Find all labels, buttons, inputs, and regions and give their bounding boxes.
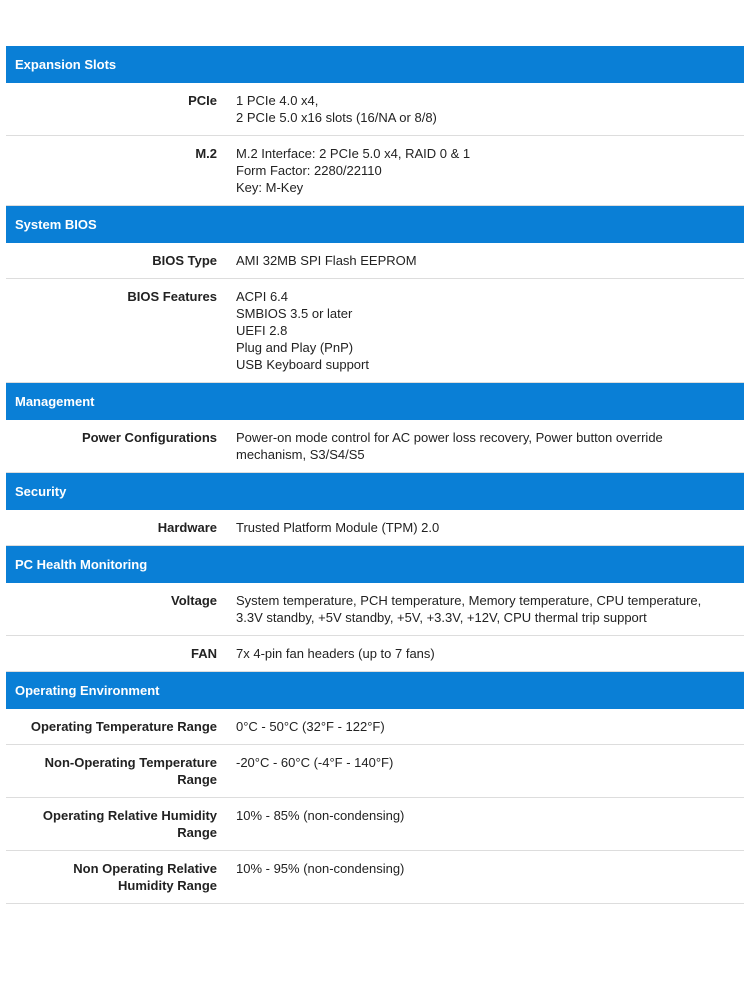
spec-label	[6, 145, 217, 196]
spec-label-line: Non Operating Relative	[73, 861, 217, 876]
spec-value-line: Trusted Platform Module (TPM) 2.0	[236, 520, 440, 535]
spec-row-non-operating-relative-humidity-range	[6, 851, 744, 904]
section-header-expansion-slots: Expansion Slots	[6, 46, 744, 83]
spec-row-voltage	[6, 583, 744, 636]
spec-label-line: FAN	[191, 646, 217, 661]
spec-label-line: Operating Relative Humidity	[42, 808, 217, 823]
spec-row-operating-temperature-range	[6, 709, 744, 745]
spec-value-line: 10% - 95% (non-condensing)	[236, 861, 405, 876]
spec-value	[236, 252, 726, 269]
spec-value-line: System temperature, PCH temperature, Memory temperature, CPU temperature,	[236, 593, 702, 608]
spec-label	[6, 92, 217, 126]
section-header-system-bios: System BIOS	[6, 206, 744, 243]
spec-value-line: 3.3V standby, +5V standby, +5V, +3.3V, +12V, CPU thermal trip support	[236, 610, 647, 625]
spec-value	[236, 288, 726, 373]
spec-label-line: PCIe	[188, 93, 217, 108]
spec-label-line: Range	[177, 825, 217, 840]
section-header-pc-health-monitoring: PC Health Monitoring	[6, 546, 744, 583]
spec-row-power-configurations	[6, 420, 744, 473]
spec-label	[6, 252, 217, 269]
spec-value-line: Key: M-Key	[236, 180, 304, 195]
section-header-security: Security	[6, 473, 744, 510]
spec-row-bios-features	[6, 279, 744, 383]
spec-label-line: BIOS Features	[127, 289, 217, 304]
spec-label	[6, 860, 217, 894]
spec-row-bios-type	[6, 243, 744, 279]
spec-label-line: Hardware	[157, 520, 217, 535]
spec-value-line: M.2 Interface: 2 PCIe 5.0 x4, RAID 0 & 1	[236, 146, 471, 161]
spec-label	[6, 807, 217, 841]
spec-value-line: 7x 4-pin fan headers (up to 7 fans)	[236, 646, 435, 661]
spec-value-line: 2 PCIe 5.0 x16 slots (16/NA or 8/8)	[236, 110, 437, 125]
spec-value-line: -20°C - 60°C (-4°F - 140°F)	[236, 755, 394, 770]
spec-value	[236, 145, 726, 196]
spec-value-line: 1 PCIe 4.0 x4,	[236, 93, 319, 108]
spec-value-line: UEFI 2.8	[236, 323, 288, 338]
spec-value-line: Form Factor: 2280/22110	[236, 163, 382, 178]
spec-value-line: SMBIOS 3.5 or later	[236, 306, 353, 321]
spec-value	[236, 807, 726, 841]
spec-value-line: USB Keyboard support	[236, 357, 369, 372]
spec-row-m-2	[6, 136, 744, 206]
spec-label	[6, 592, 217, 626]
spec-value	[236, 860, 726, 894]
spec-label-line: BIOS Type	[152, 253, 217, 268]
spec-table	[6, 46, 744, 904]
spec-value-line: 0°C - 50°C (32°F - 122°F)	[236, 719, 385, 734]
section-header-operating-environment: Operating Environment	[6, 672, 744, 709]
spec-label-line: M.2	[195, 146, 217, 161]
spec-row-non-operating-temperature-range	[6, 745, 744, 798]
spec-label	[6, 288, 217, 373]
spec-value	[236, 92, 726, 126]
spec-label	[6, 519, 217, 536]
spec-value	[236, 519, 726, 536]
spec-value-line: AMI 32MB SPI Flash EEPROM	[236, 253, 417, 268]
spec-label	[6, 754, 217, 788]
spec-value-line: 10% - 85% (non-condensing)	[236, 808, 405, 823]
spec-value-line: Power-on mode control for AC power loss recovery, Power button override	[236, 430, 663, 445]
spec-label	[6, 645, 217, 662]
spec-label-line: Operating Temperature Range	[30, 719, 217, 734]
spec-value-line: ACPI 6.4	[236, 289, 289, 304]
spec-row-fan	[6, 636, 744, 672]
spec-label-line: Humidity Range	[118, 878, 217, 893]
spec-label-line: Voltage	[171, 593, 217, 608]
spec-value	[236, 645, 726, 662]
spec-label-line: Non-Operating Temperature	[44, 755, 217, 770]
spec-row-operating-relative-humidity-range	[6, 798, 744, 851]
spec-label	[6, 429, 217, 463]
spec-label-line: Range	[177, 772, 217, 787]
spec-value-line: mechanism, S3/S4/S5	[236, 447, 365, 462]
spec-row-hardware	[6, 510, 744, 546]
spec-value-line: Plug and Play (PnP)	[236, 340, 354, 355]
spec-label	[6, 718, 217, 735]
spec-value	[236, 592, 726, 626]
spec-value	[236, 718, 726, 735]
spec-row-pcie	[6, 83, 744, 136]
section-header-management: Management	[6, 383, 744, 420]
spec-label-line: Power Configurations	[81, 430, 217, 445]
spec-value	[236, 429, 726, 463]
spec-value	[236, 754, 726, 788]
